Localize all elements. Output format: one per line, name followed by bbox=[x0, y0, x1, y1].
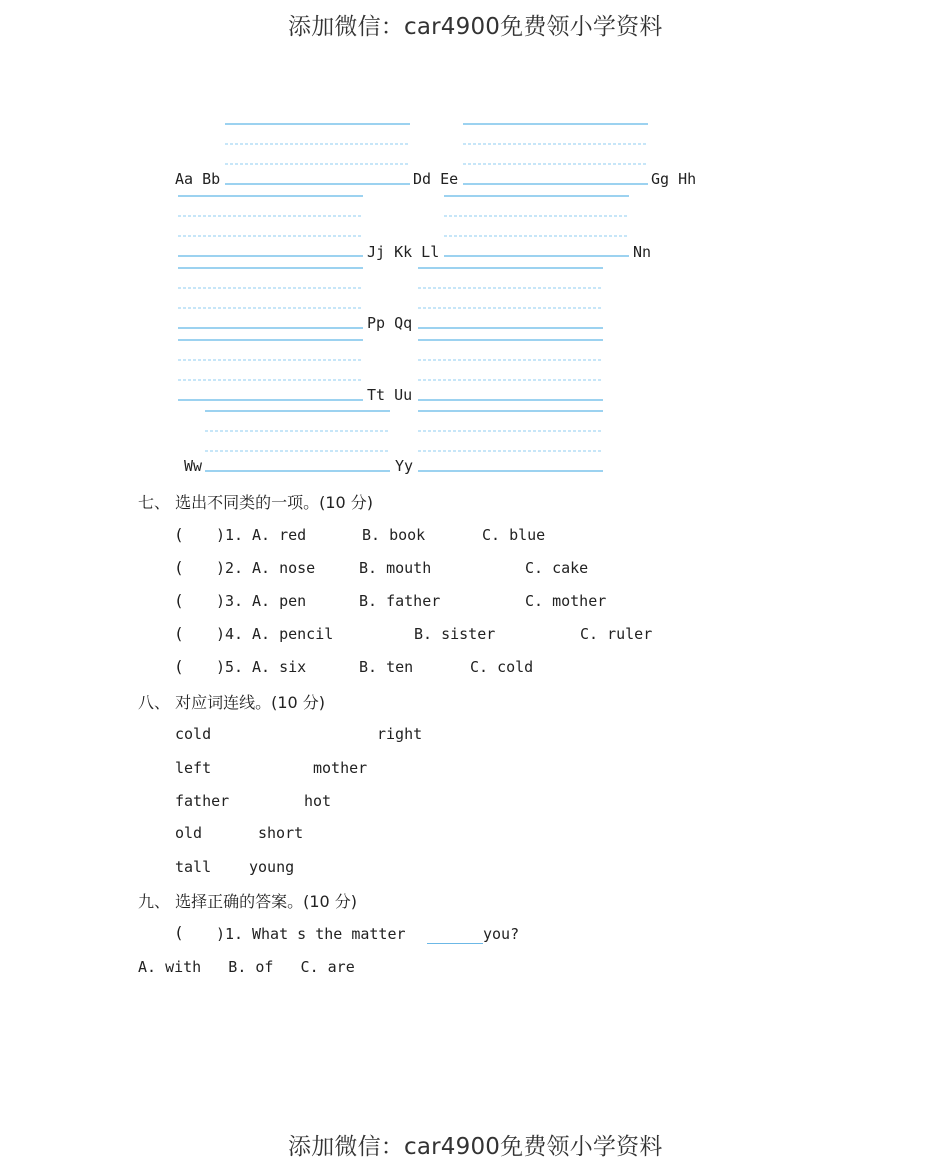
question-text: What s the matter bbox=[252, 925, 406, 943]
match-left-2: left bbox=[175, 759, 212, 777]
letters-nn: Nn bbox=[633, 243, 652, 261]
top-banner: 添加微信：car4900免费领小学资料 bbox=[288, 14, 663, 40]
letters-ww: Ww bbox=[184, 457, 203, 475]
match-left-4: old bbox=[175, 824, 203, 842]
answer-bracket: ( bbox=[176, 591, 183, 610]
letters-aa-bb: Aa Bb bbox=[175, 170, 221, 188]
answer-bracket: ( bbox=[176, 558, 183, 577]
option-b: B. father bbox=[359, 592, 441, 610]
option-c: C. cold bbox=[470, 658, 534, 676]
option-a: A. nose bbox=[252, 559, 316, 577]
option-a: A. pen bbox=[252, 592, 307, 610]
letters-jj-kk-ll: Jj Kk Ll bbox=[367, 243, 440, 261]
answer-bracket: ( bbox=[176, 525, 183, 544]
section-9-title: 九、 选择正确的答案。(10 分) bbox=[138, 892, 358, 911]
item-number: )4. bbox=[216, 625, 244, 643]
match-right-4: short bbox=[258, 824, 304, 842]
item-number: )1. bbox=[216, 925, 244, 943]
letters-tt-uu: Tt Uu bbox=[367, 386, 413, 404]
option-b: B. mouth bbox=[359, 559, 432, 577]
section-9-options: A. with B. of C. are bbox=[138, 958, 355, 976]
item-number: )2. bbox=[216, 559, 244, 577]
option-b: B. ten bbox=[359, 658, 414, 676]
match-right-5: young bbox=[249, 858, 295, 876]
option-c: C. ruler bbox=[580, 625, 653, 643]
answer-bracket: ( bbox=[176, 657, 183, 676]
match-right-2: mother bbox=[313, 759, 368, 777]
option-a: A. red bbox=[252, 526, 307, 544]
letters-dd-ee: Dd Ee bbox=[413, 170, 459, 188]
option-c: C. cake bbox=[525, 559, 589, 577]
answer-blank bbox=[427, 927, 483, 944]
option-a: A. six bbox=[252, 658, 307, 676]
bottom-banner: 添加微信：car4900免费领小学资料 bbox=[288, 1134, 663, 1160]
match-left-5: tall bbox=[175, 858, 212, 876]
section-8-title: 八、 对应词连线。(10 分) bbox=[138, 693, 326, 712]
answer-bracket: ( bbox=[176, 923, 183, 942]
question-text-end: you? bbox=[483, 925, 520, 943]
option-a: A. pencil bbox=[252, 625, 334, 643]
match-left-3: father bbox=[175, 792, 230, 810]
section-7-title: 七、 选出不同类的一项。(10 分) bbox=[138, 493, 374, 512]
item-number: )5. bbox=[216, 658, 244, 676]
match-right-1: right bbox=[377, 725, 423, 743]
item-number: )1. bbox=[216, 526, 244, 544]
letters-yy: Yy bbox=[395, 457, 414, 475]
option-b: B. sister bbox=[414, 625, 496, 643]
answer-bracket: ( bbox=[176, 624, 183, 643]
letters-pp-qq: Pp Qq bbox=[367, 314, 413, 332]
item-number: )3. bbox=[216, 592, 244, 610]
option-c: C. blue bbox=[482, 526, 546, 544]
match-left-1: cold bbox=[175, 725, 212, 743]
option-b: B. book bbox=[362, 526, 426, 544]
letters-gg-hh: Gg Hh bbox=[651, 170, 697, 188]
option-c: C. mother bbox=[525, 592, 607, 610]
match-right-3: hot bbox=[304, 792, 332, 810]
